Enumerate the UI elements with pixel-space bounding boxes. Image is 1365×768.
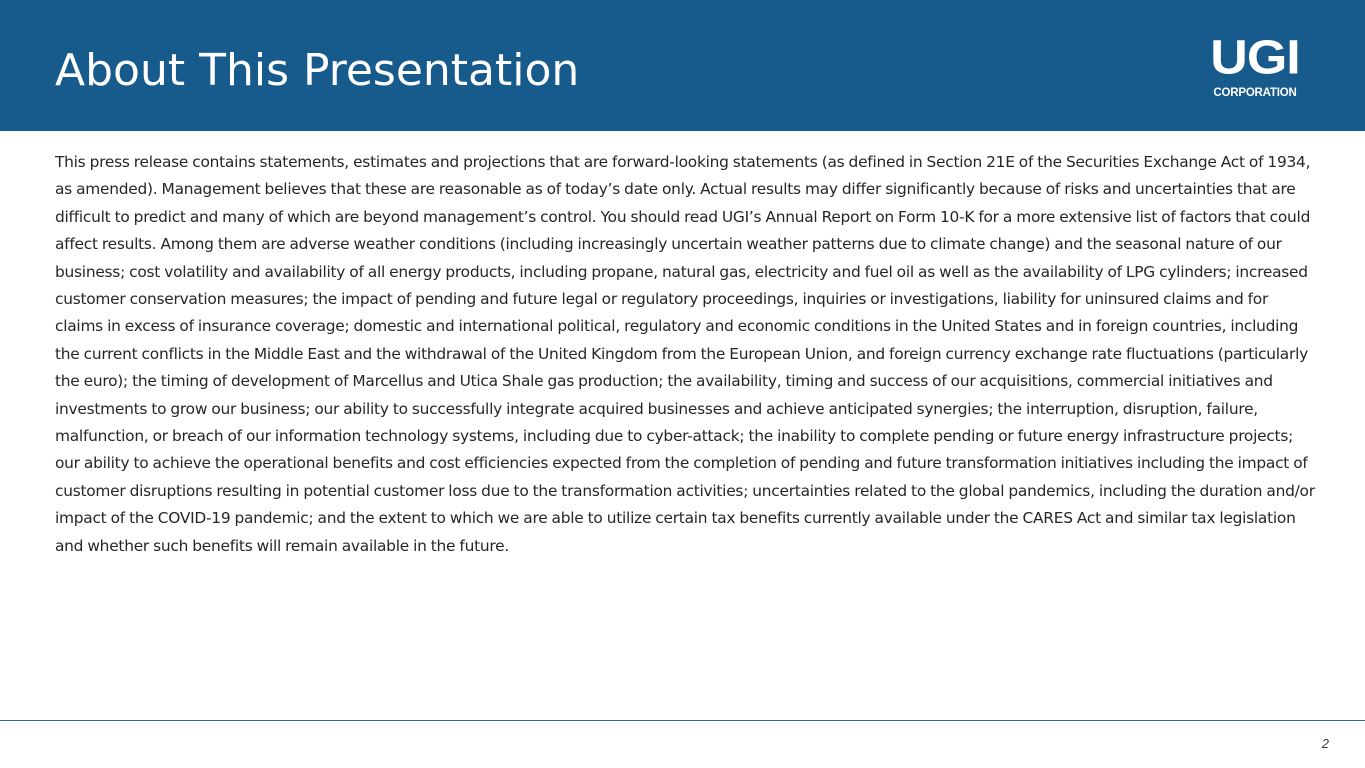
footer-divider	[0, 720, 1365, 721]
header-band	[0, 0, 1365, 131]
logo-wordmark: UGI	[1210, 31, 1300, 85]
page-number: 2	[1321, 736, 1329, 751]
ugi-corporation-logo	[1198, 31, 1312, 102]
slide-title: About This Presentation	[55, 45, 580, 96]
forward-looking-statement-text: This press release contains statements, estimates and projections that are forward-looking statements (as defined in Section 21E of the Securities Exchange Act of 1934, as amended). Management believes that these are reasonable as of today’s date only. Actual results may differ significantly because of risks and uncertainties that are difficult to predict and many of which are beyond management’s control. You should read UGI’s Annual Report on Form 10-K for a more extensive list of factors that could affect results. Among them are adverse weather conditions (including increasingly uncertain weather patterns due to climate change) and the seasonal nature of our business; cost volatility and availability of all energy products, including propane, natural gas, electricity and fuel oil as well as the availability of LPG cylinders; increased customer conservation measures; the impact of pending and future legal or regulatory proceedings, inquiries or investigations, liability for uninsured claims and for claims in excess of insurance coverage; domestic and international political, regulatory and economic conditions in the United States and in foreign countries, including the current conflicts in the Middle East and the withdrawal of the United Kingdom from the European Union, and foreign currency exchange rate fluctuations (particularly the euro); the timing of development of Marcellus and Utica Shale gas production; the availability, timing and success of our acquisitions, commercial initiatives and investments to grow our business; our ability to successfully integrate acquired businesses and achieve anticipated synergies; the interruption, disruption, failure, malfunction, or breach of our information technology systems, including due to cyber-attack; the inability to complete pending or future energy infrastructure projects; our ability to achieve the operational benefits and cost efficiencies expected from the completion of pending and future transformation initiatives including the impact of customer disruptions resulting in potential customer loss due to the transformation activities; uncertainties related to the global pandemics, including the duration and/or impact of the COVID-19 pandemic; and the extent to which we are able to utilize certain tax benefits currently available under the CARES Act and similar tax legislation and whether such benefits will remain available in the future.	[55, 153, 1315, 555]
logo-subtitle: CORPORATION	[1213, 87, 1297, 99]
